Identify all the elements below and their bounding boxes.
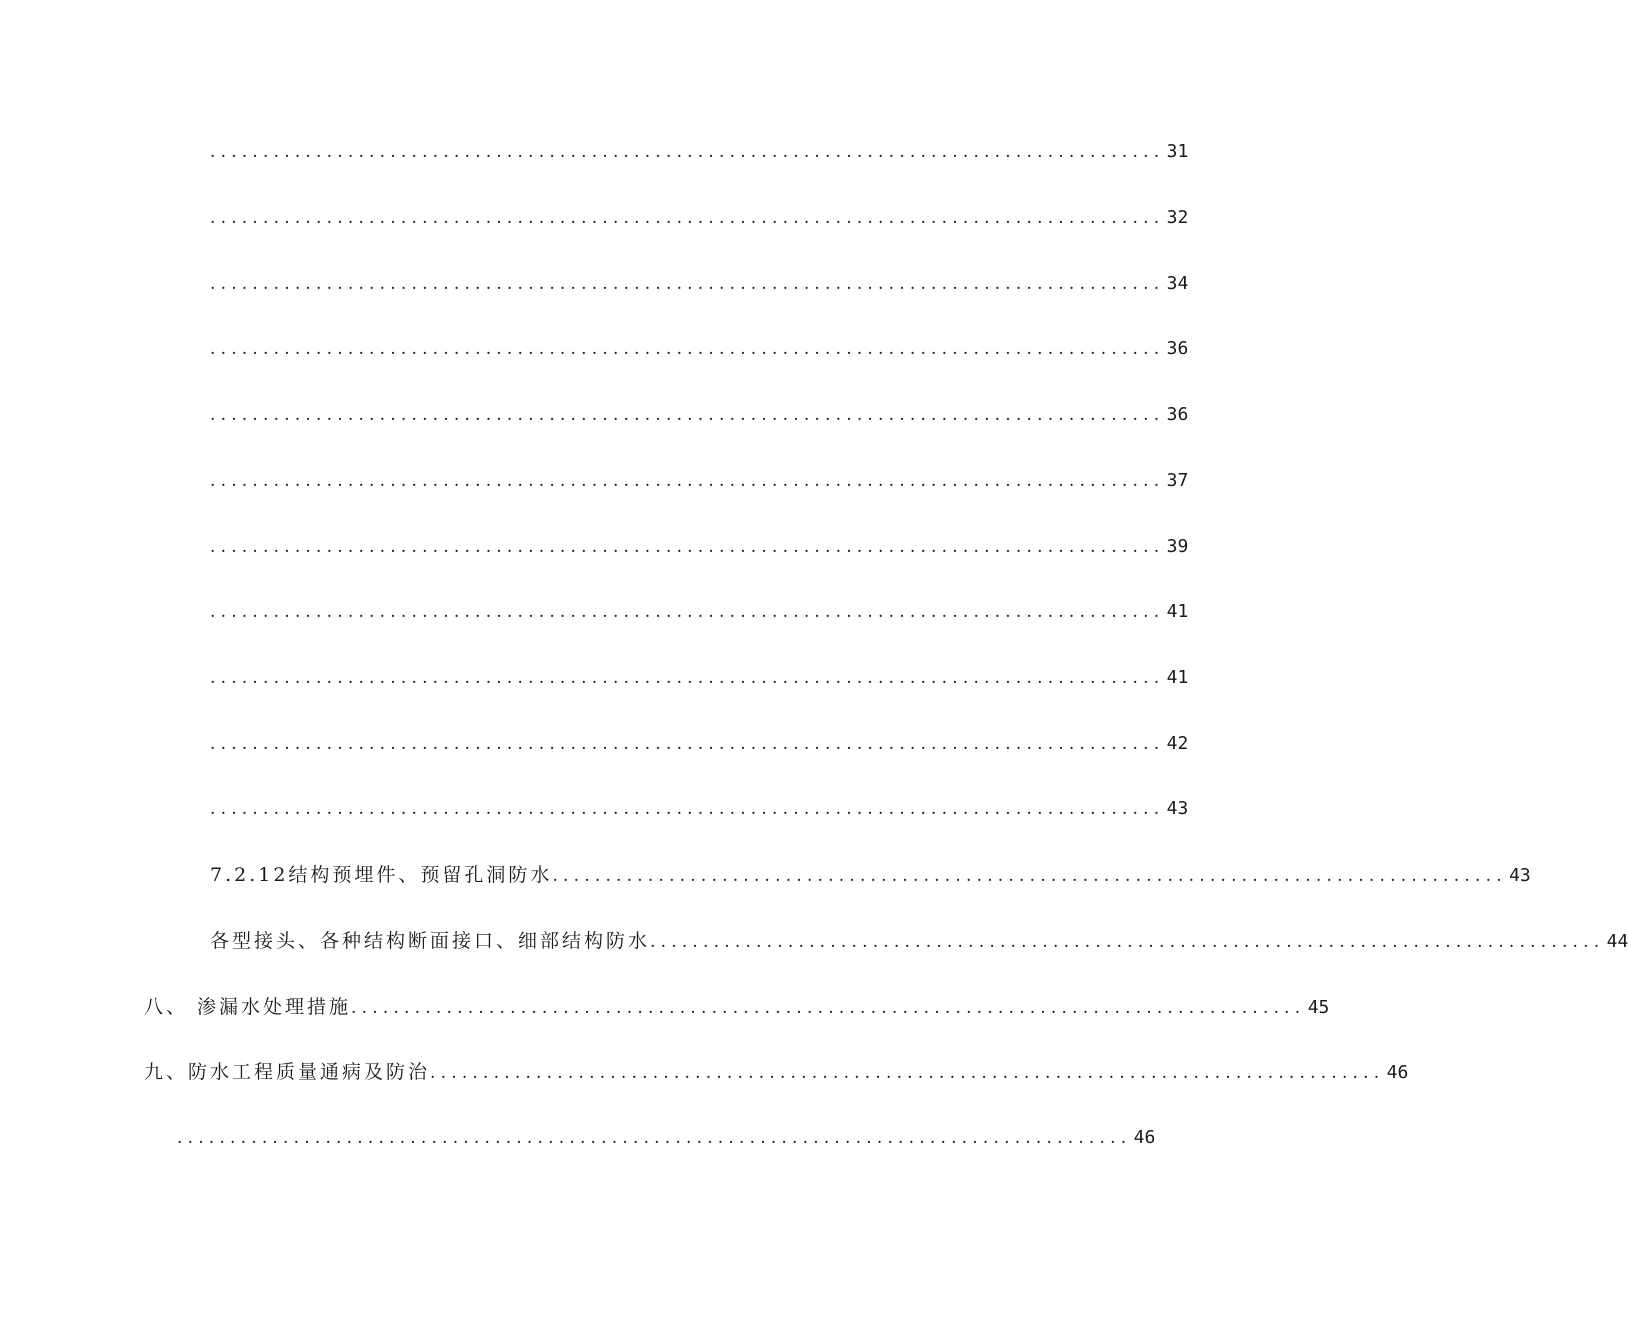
toc-entry[interactable] <box>210 467 1189 495</box>
toc-entry[interactable] <box>177 1124 1156 1152</box>
toc-dot-leader: .......................................................................................... <box>210 799 1165 819</box>
toc-entry[interactable] <box>210 533 1189 561</box>
toc-page-number: 32 <box>1166 207 1189 228</box>
toc-dot-leader: .......................................................................................... <box>650 932 1605 952</box>
toc-dot-leader: .......................................................................................... <box>210 537 1165 557</box>
toc-dot-leader: .......................................................................................... <box>210 142 1165 162</box>
toc-page-number: 43 <box>1166 798 1189 819</box>
toc-entry[interactable] <box>210 598 1189 626</box>
toc-entry-label: 八、 渗漏水处理措施 <box>144 996 352 1018</box>
toc-entry[interactable] <box>144 1058 1409 1086</box>
toc-entry[interactable] <box>210 401 1189 429</box>
toc-dot-leader: .......................................................................................... <box>210 734 1165 754</box>
toc-page-number: 36 <box>1166 404 1189 425</box>
toc-dot-leader: .......................................................................................... <box>210 274 1165 294</box>
toc-entry[interactable] <box>210 730 1189 758</box>
toc-page-number: 37 <box>1166 470 1189 491</box>
toc-page-number: 44 <box>1606 931 1628 952</box>
toc-entry[interactable] <box>210 335 1189 363</box>
toc-entry[interactable] <box>210 795 1189 823</box>
toc-page-number: 31 <box>1166 141 1189 162</box>
toc-entry-label: 各型接头、各种结构断面接口、细部结构防水 <box>210 930 651 952</box>
toc-dot-leader: .......................................................................................... <box>351 998 1306 1018</box>
toc-entry[interactable] <box>210 927 1628 955</box>
toc-page-number: 41 <box>1166 667 1189 688</box>
toc-dot-leader: .......................................................................................... <box>210 471 1165 491</box>
toc-page-number: 43 <box>1509 865 1531 886</box>
toc-dot-leader: .......................................................................................... <box>210 405 1165 425</box>
toc-dot-leader: .......................................................................................... <box>210 668 1165 688</box>
toc-page-number: 34 <box>1166 273 1189 294</box>
toc-page-number: 45 <box>1307 997 1330 1018</box>
toc-entry-label: 7.2.12结构预埋件、预留孔洞防水 <box>210 864 553 886</box>
toc-page-number: 36 <box>1166 338 1189 359</box>
toc-entry[interactable] <box>210 270 1189 298</box>
toc-dot-leader: .......................................................................................... <box>430 1063 1385 1083</box>
toc-page-number: 46 <box>1133 1127 1156 1148</box>
toc-entry[interactable] <box>210 204 1189 232</box>
toc-page-number: 41 <box>1166 601 1189 622</box>
toc-entry[interactable] <box>210 138 1189 166</box>
toc-dot-leader: .......................................................................................... <box>210 602 1165 622</box>
toc-dot-leader: .......................................................................................... <box>177 1128 1132 1148</box>
toc-entry[interactable] <box>210 861 1531 889</box>
toc-page-number: 39 <box>1166 536 1189 557</box>
toc-dot-leader: .......................................................................................... <box>210 339 1165 359</box>
toc-dot-leader: .......................................................................................... <box>552 866 1507 886</box>
toc-page-number: 46 <box>1386 1062 1409 1083</box>
toc-entry[interactable] <box>144 993 1330 1021</box>
toc-page-number: 42 <box>1166 733 1189 754</box>
toc-entry[interactable] <box>210 664 1189 692</box>
toc-dot-leader: .......................................................................................... <box>210 208 1165 228</box>
toc-entry-label: 九、防水工程质量通病及防治 <box>144 1061 431 1083</box>
